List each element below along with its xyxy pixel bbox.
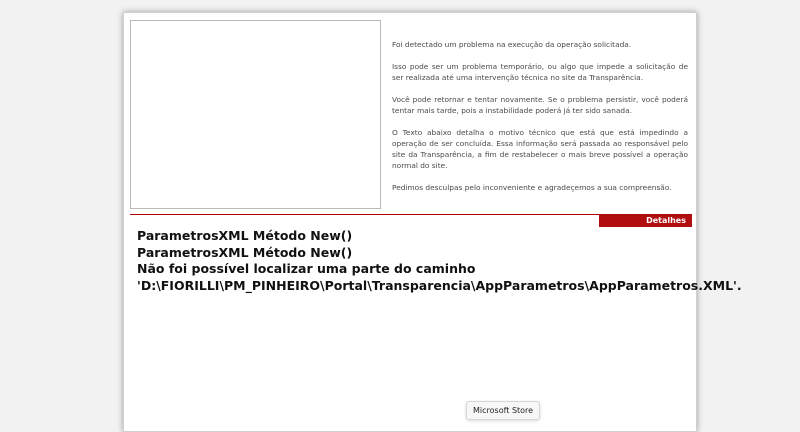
error-detail-line: ParametrosXML Método New() [137,244,353,260]
error-detail-line: Não foi possível localizar uma parte do caminho [137,261,476,276]
error-image-placeholder [130,20,381,209]
message-paragraph: Foi detectado um problema na execução da operação solicitada. [392,40,632,49]
message-paragraph: Você pode retornar e tentar novamente. Se o problema persistir, você poderá tentar mais tarde, pois a instabilidade poderá já ter sido sanada. [392,95,688,115]
microsoft-store-tooltip: Microsoft Store [466,401,540,420]
message-paragraph: Pedimos desculpas pelo inconveniente e agradeçemos a sua compreensão. [392,183,672,192]
error-page [123,12,742,432]
error-detail-line: ParametrosXML Método New() [137,228,353,243]
error-details [137,228,742,294]
message-paragraph: Isso pode ser um problema temporário, ou algo que impede a solicitação de ser realizada até uma intervenção técnica no site da Transparência. [392,62,688,82]
error-detail-line: 'D:\FIORILLI\PM_PINHEIRO\Portal\Transparencia\AppParametros\AppParametros.XML'. [137,277,742,293]
message-paragraph: O Texto abaixo detalha o motivo técnico que está que está impedindo a operação de ser concluída. Essa informação será passada ao responsável pelo site da Transparência, a fim de restabelecer o mais breve possível a operação normal do site. [392,128,688,170]
error-message [392,39,688,204]
details-tab[interactable]: Detalhes [599,214,692,227]
